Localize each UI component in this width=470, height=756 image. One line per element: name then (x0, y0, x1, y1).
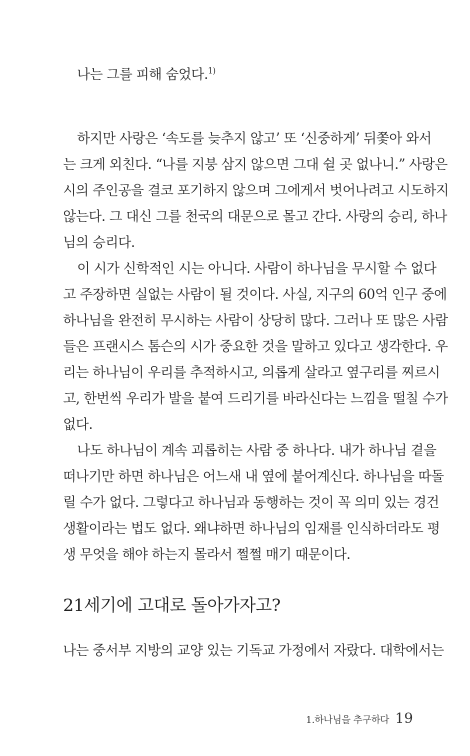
paragraph-3-line: 생 무엇을 해야 하는지 몰라서 쩔쩔 매기 때문이다. (63, 547, 351, 563)
paragraph-2-line: 하나님을 완전히 무시하는 사람이 상당히 많다. 그러나 또 많은 사람 (63, 313, 448, 329)
paragraph-1-line: 시의 주인공을 결코 포기하지 않으며 그에게서 벗어나려고 시도하지 (63, 183, 449, 199)
paragraph-3-line: 나도 하나님이 계속 괴롭히는 사람 중 하나다. 내가 하나님 곁을 (77, 443, 437, 459)
page-footer (306, 708, 413, 727)
paragraph-1-line: 하지만 사랑은 ‘속도를 늦추지 않고’ 또 ‘신중하게’ 뒤쫓아 와서 (77, 131, 432, 147)
paragraph-3-line: 릴 수가 없다. 그렇다고 하나님과 동행하는 것이 꼭 의미 있는 경건 (63, 495, 440, 511)
paragraph-3-line: 떠나기만 하면 하나님은 어느새 내 옆에 붙어계신다. 하나님을 따돌 (63, 469, 444, 485)
paragraph-1-line: 는 크게 외친다. “나를 지붕 삼지 않으면 그대 쉴 곳 없나니.” 사랑은 (63, 157, 448, 173)
paragraph-2-line: 리는 하나님이 우리를 추적하시고, 의롭게 살라고 옆구리를 찌르시 (63, 365, 440, 381)
intro-text: 나는 그를 피해 숨었다. (77, 67, 208, 83)
running-footer-chapter: 1.하나님을 추구하다 (305, 715, 390, 726)
footnote-marker: 1) (207, 66, 216, 76)
intro-line (63, 65, 415, 85)
paragraph-1-line: 않는다. 그 대신 그를 천국의 대문으로 몰고 간다. 사랑의 승리, 하나 (63, 209, 447, 225)
paragraph-3-line: 생활이라는 법도 없다. 왜냐하면 하나님의 임재를 인식하더라도 평 (63, 521, 440, 537)
paragraph-4-line: 나는 중서부 지방의 교양 있는 기독교 가정에서 자랐다. 대학에서는 (63, 643, 444, 659)
page-number: 19 (395, 711, 413, 727)
paragraph-2-line: 들은 프랜시스 톰슨의 시가 중요한 것을 말하고 있다고 생각한다. 우 (63, 339, 448, 355)
paragraph-2-line: 고 주장하면 실없는 사람이 될 것이다. 사실, 지구의 60억 인구 중에 (63, 287, 447, 303)
paragraph-2-line: 고, 한번씩 우리가 발을 붙여 드리기를 바라신다는 느낌을 떨칠 수가 (63, 391, 448, 407)
paragraph-2-line: 없다. (63, 417, 93, 433)
paragraph-2-line: 이 시가 신학적인 시는 아니다. 사람이 하나님을 무시할 수 없다 (77, 261, 437, 277)
paragraph-1-line: 님의 승리다. (63, 235, 135, 251)
section-heading: 21세기에 고대로 돌아가자고? (63, 596, 281, 616)
